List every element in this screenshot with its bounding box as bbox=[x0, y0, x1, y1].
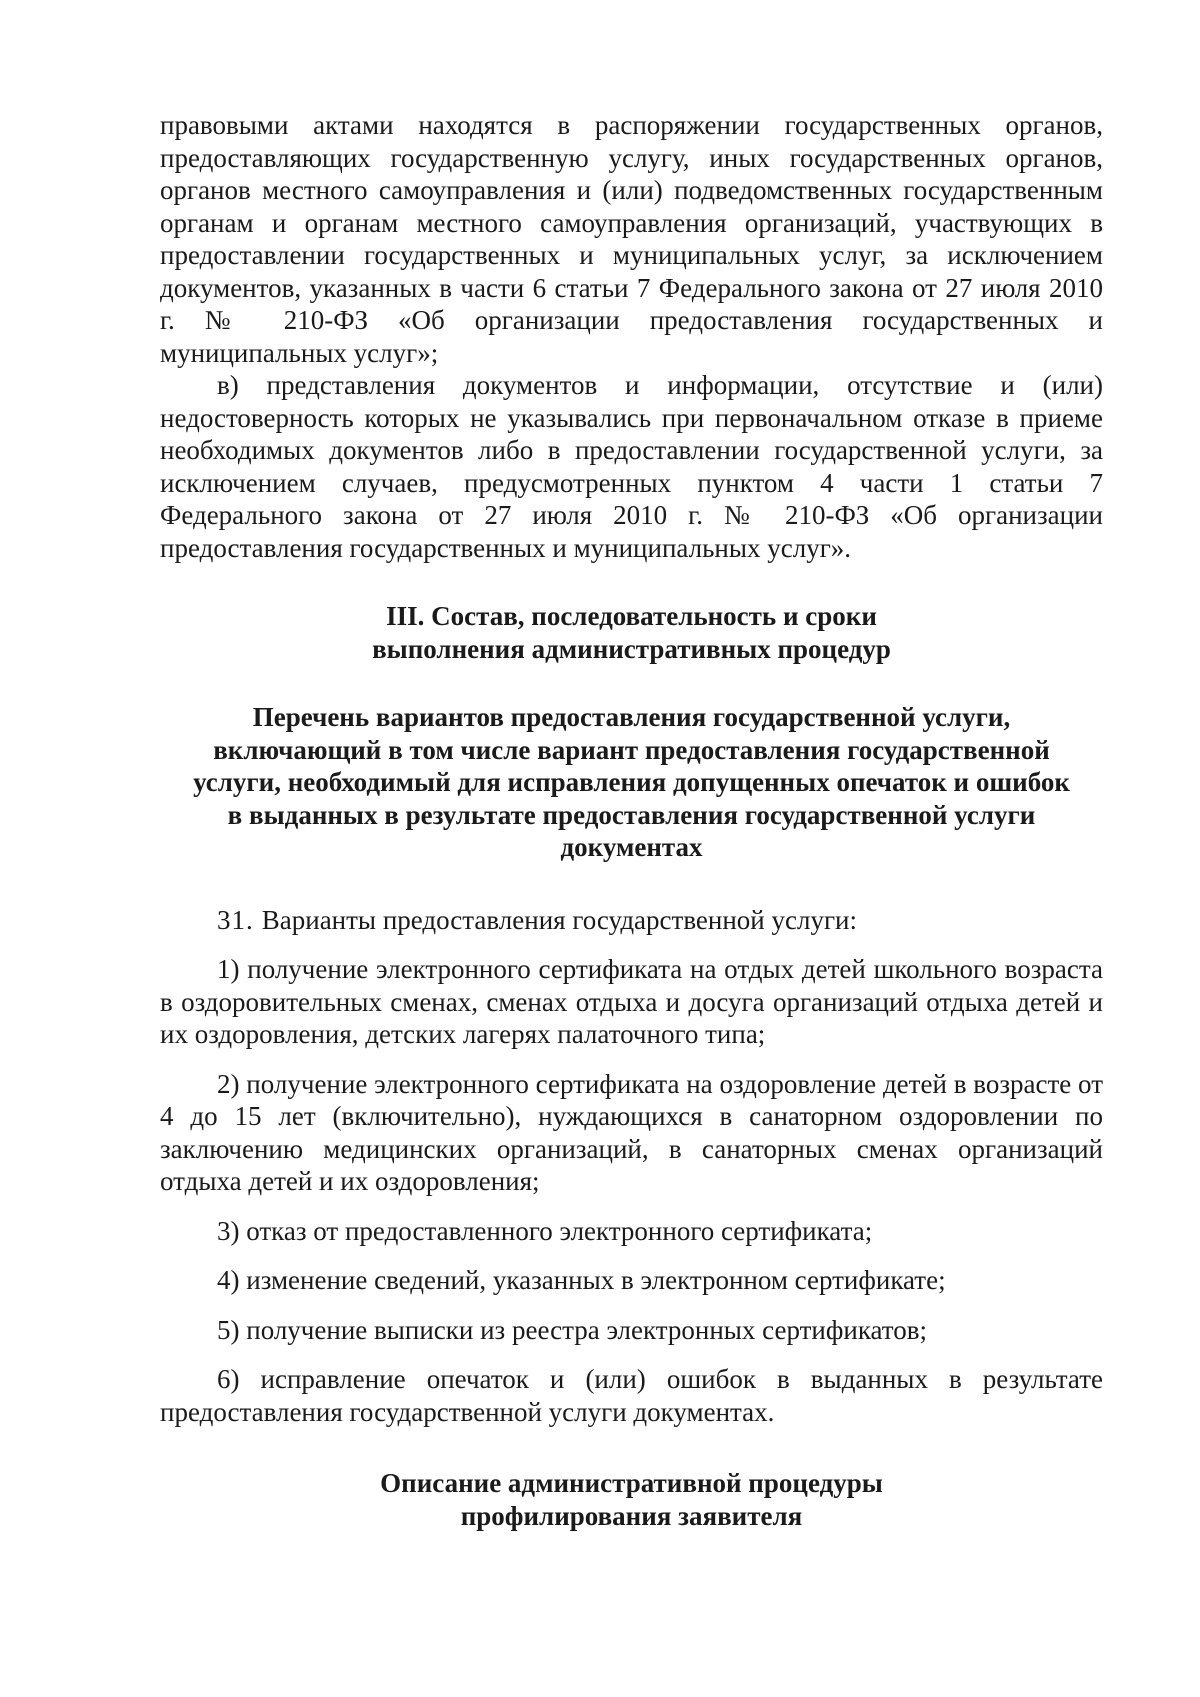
final-heading-line: Описание административной процедуры bbox=[380, 1468, 883, 1498]
subheading bbox=[160, 701, 1103, 864]
section-heading-line: выполнения административных процедур bbox=[372, 633, 891, 664]
item-31-text: Варианты предоставления государственной услуги: bbox=[261, 904, 857, 935]
item-31 bbox=[160, 904, 1103, 937]
subheading-line: документах bbox=[560, 832, 703, 862]
paragraph-v: в) представления документов и информации, отсутствие и (или) недостоверность которых не указывались при первоначальном отказе в приеме необходимых документов либо в предоставлении государственной услуги, за исключением случаев, предусмотренных пунктом 4 части 1 статьи 7 Федерального закона от 27 июля 2010 г. № 210-ФЗ «Об организации предоставления государственных и муниципальных услуг». bbox=[160, 370, 1103, 563]
subheading-line: включающий в том числе вариант предоставления государственной bbox=[213, 734, 1050, 765]
document-page bbox=[160, 109, 1103, 1532]
item-31-number: 31. bbox=[217, 904, 254, 935]
subheading-line: в выданных в результате предоставления государственной услуги bbox=[227, 799, 1036, 830]
variant-item: 2) получение электронного сертификата на оздоровление детей в возрасте от 4 до 15 лет (включительно), нуждающихся в санаторном оздоровлении по заключению медицинских организаций, в санаторных сменах организаций отдыха детей и их оздоровления; bbox=[160, 1068, 1103, 1196]
variant-item: 4) изменение сведений, указанных в электронном сертификате; bbox=[217, 1265, 946, 1295]
variant-item: 5) получение выписки из реестра электронных сертификатов; bbox=[217, 1314, 928, 1345]
final-heading bbox=[160, 1467, 1103, 1532]
paragraph-continued: правовыми актами находятся в распоряжении государственных органов, предоставляющих государственную услугу, иных государственных органов, органов местного самоуправления и (или) подведомственных государственным органам и органам местного самоуправления организаций, участвующих в предоставлении государственных и муниципальных услуг, за исключением документов, указанных в части 6 статьи 7 Федерального закона от 27 июля 2010 г. № 210-ФЗ «Об организации предоставления государственных и муниципальных услуг»; bbox=[160, 110, 1103, 368]
final-heading-line: профилирования заявителя bbox=[460, 1500, 803, 1531]
variant-item: 6) исправление опечаток и (или) ошибок в выданных в результате предоставления государственной услуги документах. bbox=[160, 1364, 1103, 1427]
section-heading bbox=[160, 600, 1103, 665]
subheading-line: услуги, необходимый для исправления допущенных опечаток и ошибок bbox=[193, 767, 1070, 797]
subheading-line: Перечень вариантов предоставления государственной услуги, bbox=[252, 702, 1011, 732]
section-heading-line: III. Состав, последовательность и сроки bbox=[386, 601, 877, 631]
variant-item: 1) получение электронного сертификата на отдых детей школьного возраста в оздоровительных сменах, сменах отдыха и досуга организаций отдыха детей и их оздоровления, детских лагерях палаточного типа; bbox=[160, 954, 1103, 1049]
variant-item: 3) отказ от предоставленного электронного сертификата; bbox=[217, 1215, 873, 1246]
